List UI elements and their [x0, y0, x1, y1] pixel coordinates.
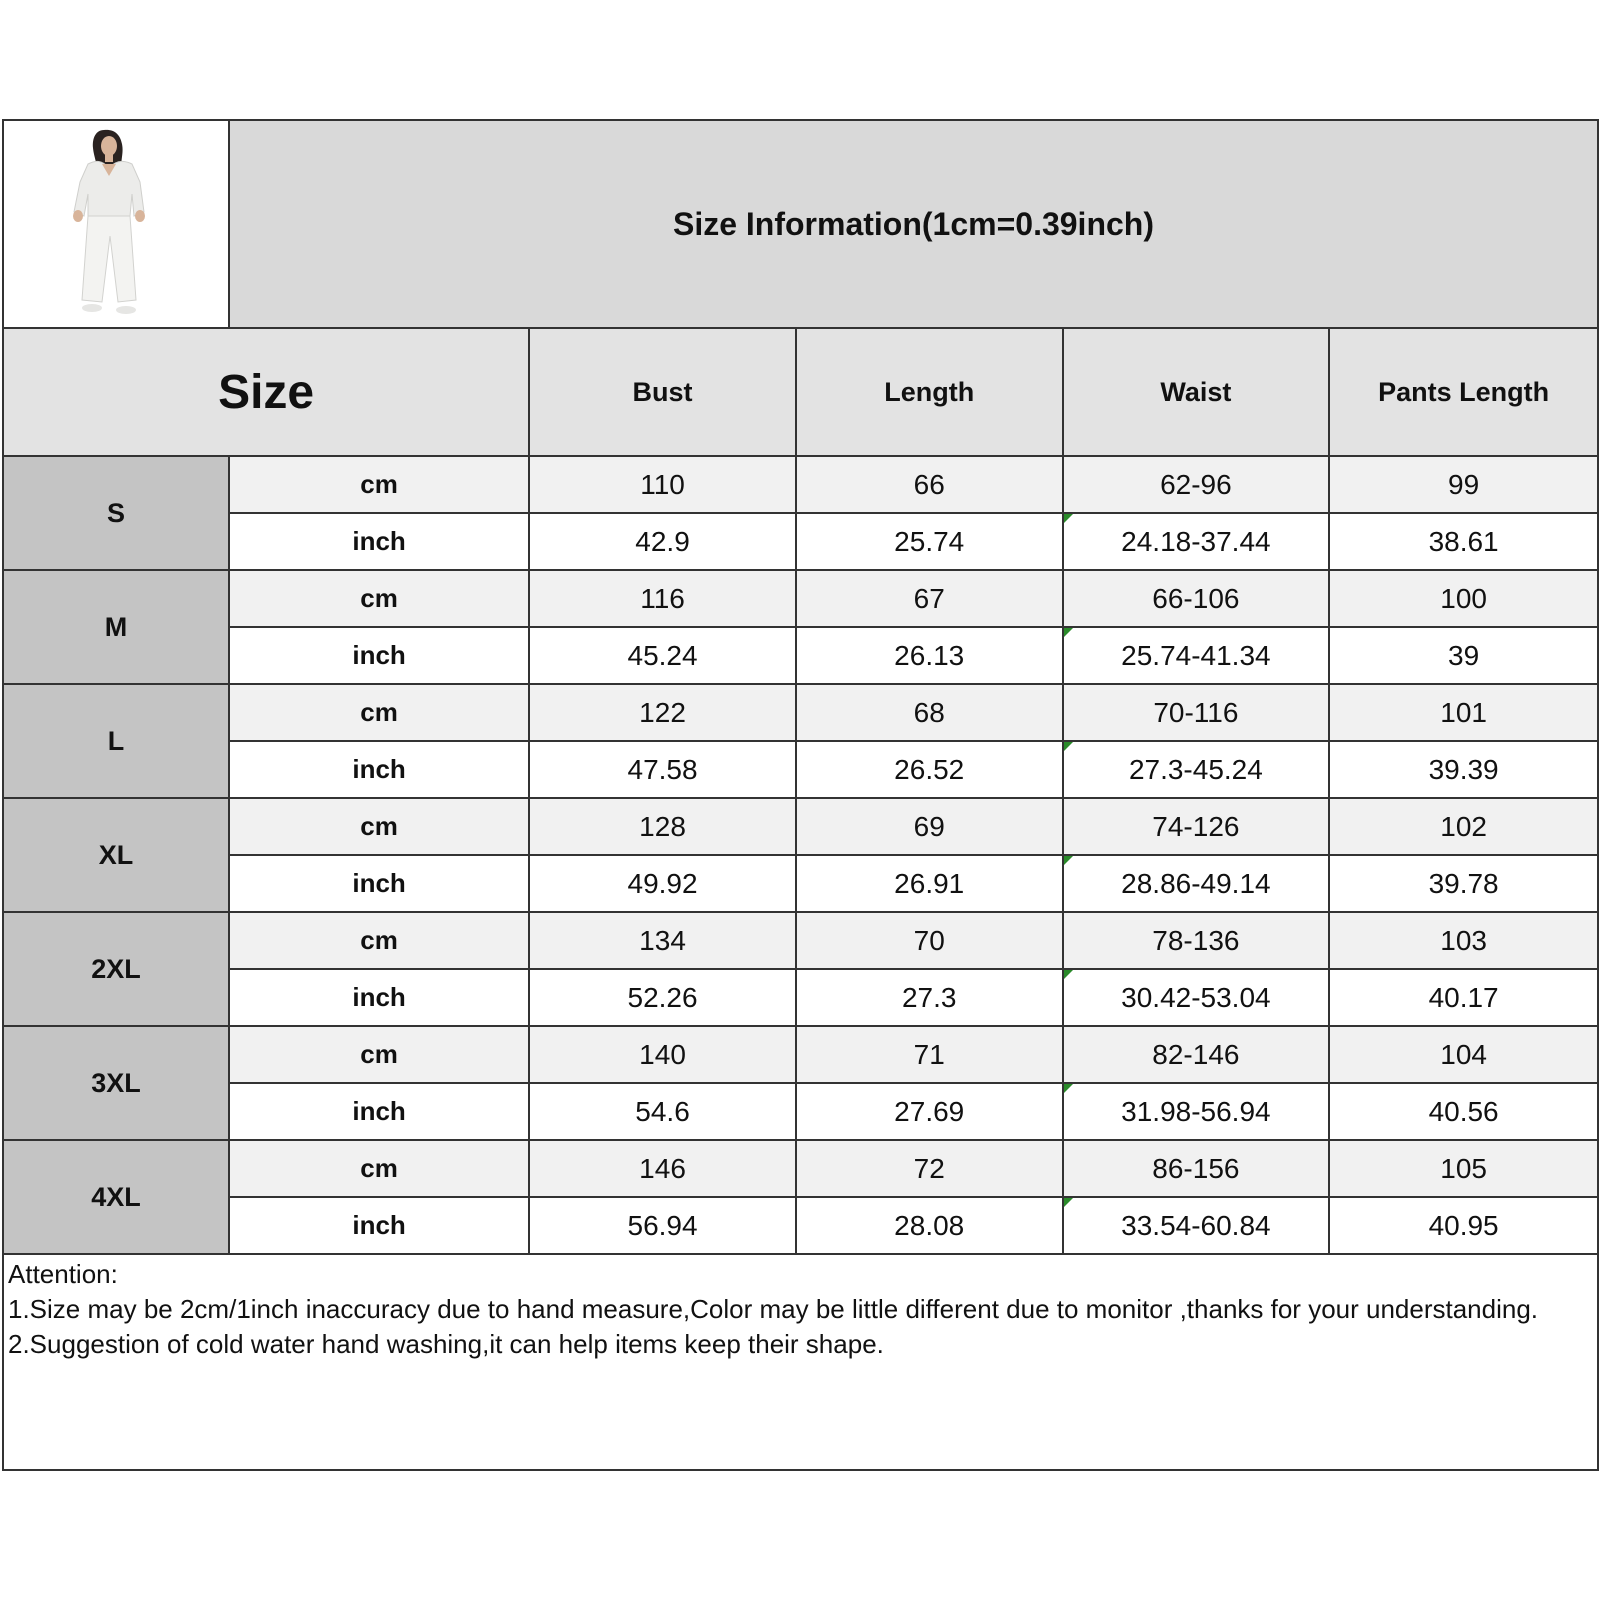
size-label: M — [3, 570, 229, 684]
size-row-inch — [3, 741, 1598, 798]
cell-bust: 49.92 — [529, 855, 796, 912]
cell-bust: 45.24 — [529, 627, 796, 684]
unit-label: inch — [229, 741, 529, 798]
size-row-cm — [3, 798, 1598, 855]
size-label: S — [3, 456, 229, 570]
cell-bust: 47.58 — [529, 741, 796, 798]
cell-pants-length: 105 — [1329, 1140, 1598, 1197]
cell-length: 70 — [796, 912, 1063, 969]
cell-waist: 30.42-53.04 — [1063, 969, 1330, 1026]
size-label: 3XL — [3, 1026, 229, 1140]
cell-waist: 66-106 — [1063, 570, 1330, 627]
size-header: Size — [3, 328, 529, 456]
unit-label: inch — [229, 627, 529, 684]
cell-pants-length: 40.56 — [1329, 1083, 1598, 1140]
cell-length: 69 — [796, 798, 1063, 855]
size-row-cm — [3, 1026, 1598, 1083]
cell-bust: 146 — [529, 1140, 796, 1197]
size-row-cm — [3, 1140, 1598, 1197]
cell-bust: 56.94 — [529, 1197, 796, 1254]
unit-label: cm — [229, 912, 529, 969]
cell-waist: 28.86-49.14 — [1063, 855, 1330, 912]
size-label: 4XL — [3, 1140, 229, 1254]
cell-pants-length: 100 — [1329, 570, 1598, 627]
cell-length: 66 — [796, 456, 1063, 513]
cell-pants-length: 99 — [1329, 456, 1598, 513]
cell-length: 72 — [796, 1140, 1063, 1197]
cell-length: 71 — [796, 1026, 1063, 1083]
size-row-inch — [3, 969, 1598, 1026]
cell-waist: 31.98-56.94 — [1063, 1083, 1330, 1140]
unit-label: inch — [229, 969, 529, 1026]
size-row-inch — [3, 627, 1598, 684]
cell-length: 25.74 — [796, 513, 1063, 570]
cell-bust: 42.9 — [529, 513, 796, 570]
cell-waist: 86-156 — [1063, 1140, 1330, 1197]
title-row — [3, 120, 1598, 328]
size-row-inch — [3, 855, 1598, 912]
unit-label: cm — [229, 1140, 529, 1197]
cell-waist: 78-136 — [1063, 912, 1330, 969]
cell-length: 28.08 — [796, 1197, 1063, 1254]
unit-label: cm — [229, 570, 529, 627]
size-row-cm — [3, 912, 1598, 969]
product-photo — [3, 120, 229, 328]
size-table-body — [3, 120, 1598, 1470]
unit-label: inch — [229, 1197, 529, 1254]
cell-length: 68 — [796, 684, 1063, 741]
cell-pants-length: 101 — [1329, 684, 1598, 741]
column-header-waist: Waist — [1063, 328, 1330, 456]
cell-waist: 62-96 — [1063, 456, 1330, 513]
attention-notes — [3, 1254, 1598, 1470]
cell-waist: 70-116 — [1063, 684, 1330, 741]
cell-waist: 27.3-45.24 — [1063, 741, 1330, 798]
cell-length: 27.69 — [796, 1083, 1063, 1140]
unit-label: inch — [229, 855, 529, 912]
column-header-bust: Bust — [529, 328, 796, 456]
unit-label: cm — [229, 684, 529, 741]
cell-waist: 33.54-60.84 — [1063, 1197, 1330, 1254]
cell-bust: 54.6 — [529, 1083, 796, 1140]
unit-label: inch — [229, 513, 529, 570]
cell-pants-length: 38.61 — [1329, 513, 1598, 570]
attention-note-1: 1.Size may be 2cm/1inch inaccuracy due to hand measure,Color may be little different due to monitor ,thanks for your understanding. — [8, 1294, 1539, 1324]
size-table — [2, 119, 1599, 1471]
cell-length: 26.52 — [796, 741, 1063, 798]
cell-bust: 110 — [529, 456, 796, 513]
size-row-cm — [3, 456, 1598, 513]
cell-pants-length: 40.17 — [1329, 969, 1598, 1026]
cell-pants-length: 39 — [1329, 627, 1598, 684]
attention-heading: Attention: — [8, 1259, 118, 1289]
cell-bust: 140 — [529, 1026, 796, 1083]
size-label: 2XL — [3, 912, 229, 1026]
cell-pants-length: 40.95 — [1329, 1197, 1598, 1254]
page-title: Size Information(1cm=0.39inch) — [229, 120, 1598, 328]
cell-pants-length: 39.39 — [1329, 741, 1598, 798]
cell-bust: 128 — [529, 798, 796, 855]
attention-note-2: 2.Suggestion of cold water hand washing,it can help items keep their shape. — [8, 1329, 884, 1359]
cell-length: 26.13 — [796, 627, 1063, 684]
size-row-inch — [3, 513, 1598, 570]
column-header-length: Length — [796, 328, 1063, 456]
unit-label: cm — [229, 456, 529, 513]
cell-bust: 134 — [529, 912, 796, 969]
cell-pants-length: 39.78 — [1329, 855, 1598, 912]
unit-label: inch — [229, 1083, 529, 1140]
size-row-cm — [3, 570, 1598, 627]
cell-bust: 52.26 — [529, 969, 796, 1026]
cell-waist: 74-126 — [1063, 798, 1330, 855]
cell-bust: 116 — [529, 570, 796, 627]
cell-length: 27.3 — [796, 969, 1063, 1026]
cell-waist: 25.74-41.34 — [1063, 627, 1330, 684]
size-row-inch — [3, 1083, 1598, 1140]
cell-pants-length: 104 — [1329, 1026, 1598, 1083]
cell-waist: 82-146 — [1063, 1026, 1330, 1083]
size-label: XL — [3, 798, 229, 912]
size-row-inch — [3, 1197, 1598, 1254]
cell-waist: 24.18-37.44 — [1063, 513, 1330, 570]
cell-bust: 122 — [529, 684, 796, 741]
size-row-cm — [3, 684, 1598, 741]
unit-label: cm — [229, 798, 529, 855]
cell-length: 26.91 — [796, 855, 1063, 912]
cell-length: 67 — [796, 570, 1063, 627]
column-header-pants-length: Pants Length — [1329, 328, 1598, 456]
attention-row — [3, 1254, 1598, 1470]
product-model-image — [36, 124, 196, 324]
cell-pants-length: 103 — [1329, 912, 1598, 969]
cell-pants-length: 102 — [1329, 798, 1598, 855]
unit-label: cm — [229, 1026, 529, 1083]
header-row — [3, 328, 1598, 456]
size-label: L — [3, 684, 229, 798]
